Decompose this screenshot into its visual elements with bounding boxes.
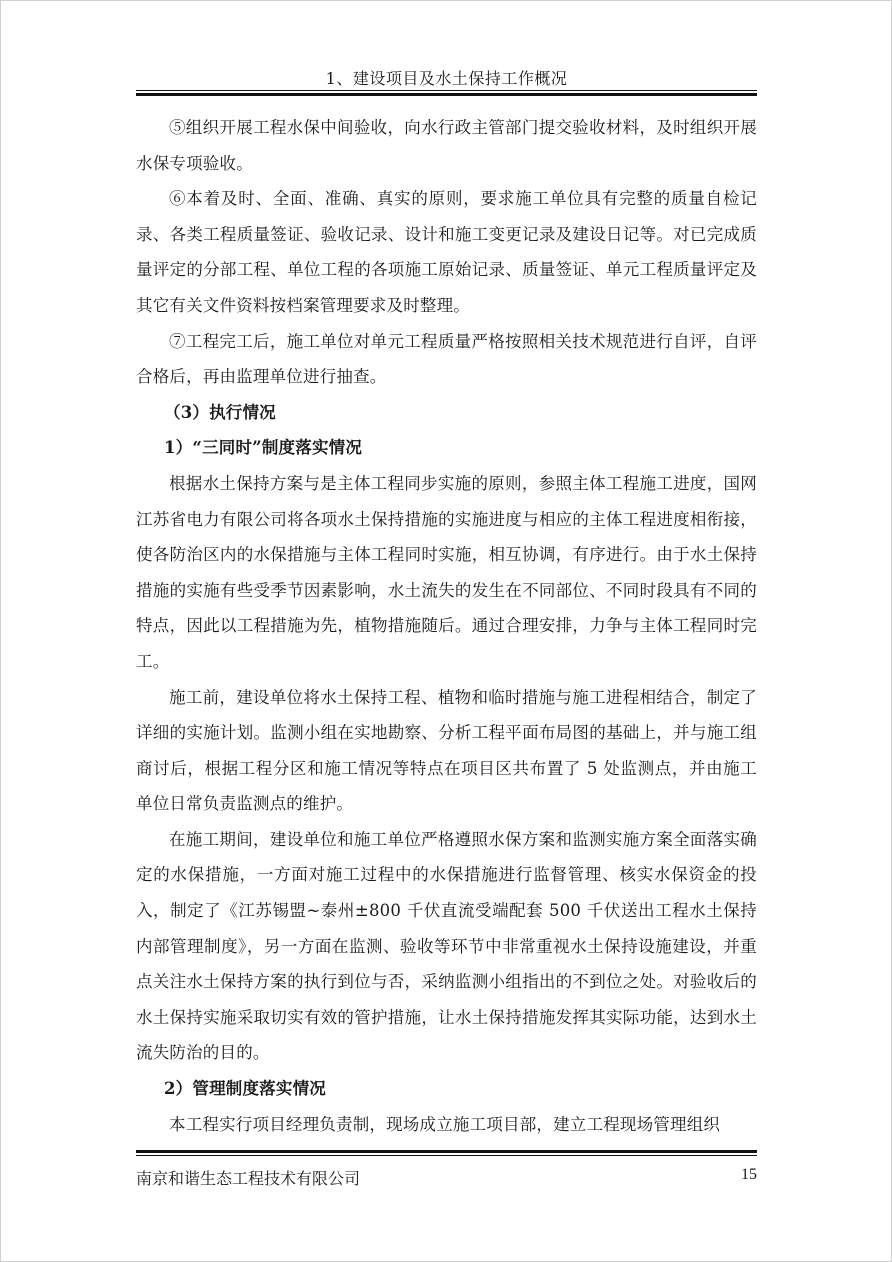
section-heading-execution: （3）执行情况 (164, 402, 276, 422)
footer-page-number: 15 (741, 1166, 757, 1183)
paragraph-item-7: ⑦工程完工后，施工单位对单元工程质量严格按照相关技术规范进行自评，自评合格后，再由监理单位进行抽查。 (136, 331, 757, 387)
page-header-title: 1、建设项目及水土保持工作概况 (325, 69, 568, 88)
subheading-three-simultaneous: 1）“三同时”制度落实情况 (164, 438, 363, 458)
paragraph-three-simultaneous: 根据水土保持方案与是主体工程同步实施的原则，参照主体工程施工进度，国网江苏省电力有限公司将各项水土保持措施的实施进度与相应的主体工程进度相衔接，使各防治区内的水保措施与主体工程同时实施，相互协调，有序进行。由于水土保持措施的实施有些受季节因素影响，水土流失的发生在不同部位、不同时段具有不同的特点，因此以工程措施为先，植物措施随后。通过合理安排，力争与主体工程同时完工。 (136, 473, 757, 671)
document-body (136, 110, 757, 1142)
footer-rule-thin (136, 1155, 757, 1156)
footer-company-name: 南京和谐生态工程技术有限公司 (136, 1169, 361, 1188)
subheading-management-system: 2）管理制度落实情况 (164, 1079, 326, 1099)
paragraph-management-system: 本工程实行项目经理负责制，现场成立施工项目部，建立工程现场管理组织 (169, 1114, 721, 1134)
paragraph-item-6: ⑥本着及时、全面、准确、真实的原则，要求施工单位具有完整的质量自检记录、各类工程质量签证、验收记录、设计和施工变更记录及建设日记等。对已完成质量评定的分部工程、单位工程的各项施工原始记录、质量签证、单元工程质量评定及其它有关文件资料按档案管理要求及时整理。 (136, 189, 757, 315)
header-rule-thin (136, 90, 757, 91)
paragraph-during-construction: 在施工期间，建设单位和施工单位严格遵照水保方案和监测实施方案全面落实确定的水保措施，一方面对施工过程中的水保措施进行监督管理、核实水保资金的投入，制定了《江苏锡盟~泰州±800 千伏直流受端配套 500 千伏送出工程水土保持内部管理制度》，另一方面在监测、验收等环节中非常重视水土保持设施建设，并重点关注水土保持方案的执行到位与否，采纳监测小组指出的不到位之处。对验收后的水土保持实施采取切实有效的管护措施，让水土保持措施发挥其实际功能，达到水土流失防治的目的。 (136, 829, 757, 1063)
paragraph-pre-construction: 施工前，建设单位将水土保持工程、植物和临时措施与施工进程相结合，制定了详细的实施计划。监测小组在实地勘察、分析工程平面布局图的基础上，并与施工组商讨后，根据工程分区和施工情况等特点在项目区共布置了 5 处监测点，并由施工单位日常负责监测点的维护。 (136, 687, 757, 814)
footer-rule-thick (136, 1150, 757, 1153)
header-rule-thick (136, 93, 757, 96)
paragraph-item-5: ⑤组织开展工程水保中间验收，向水行政主管部门提交验收材料，及时组织开展水保专项验收。 (136, 118, 757, 173)
